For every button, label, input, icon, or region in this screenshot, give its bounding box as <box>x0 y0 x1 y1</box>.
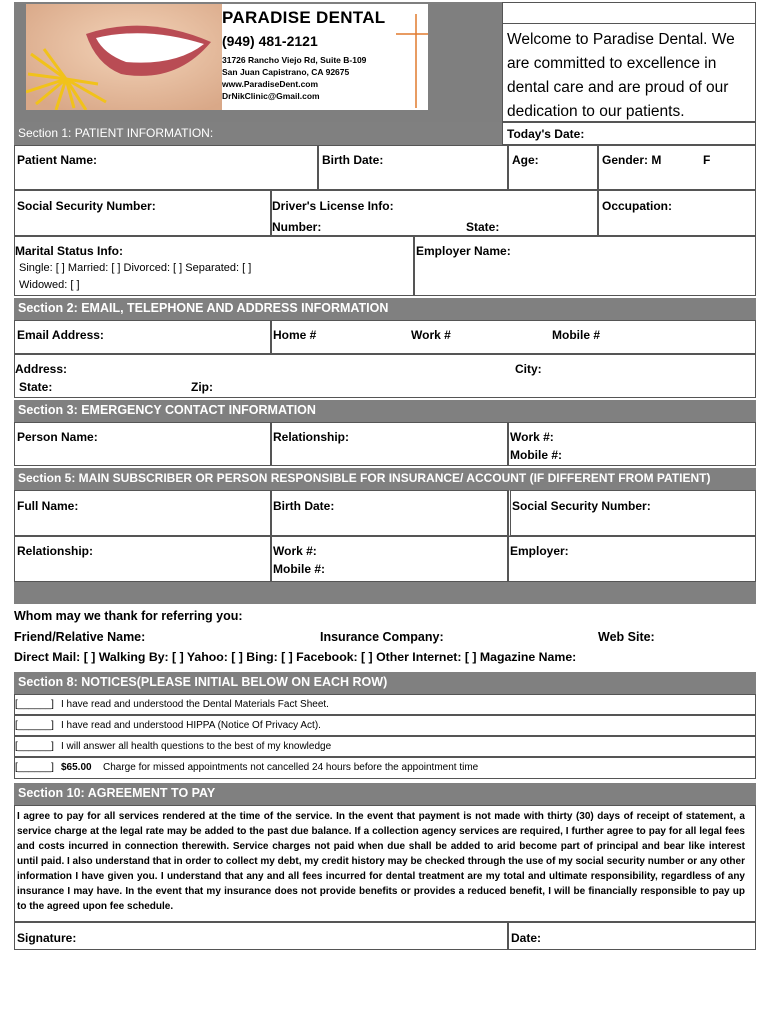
widowed-option: Widowed: [ ] <box>19 279 80 291</box>
practice-address-line2: San Juan Capistrano, CA 92675 <box>222 67 350 77</box>
subscriber-mobile-label: Mobile #: <box>273 562 326 576</box>
gender-label: Gender: M <box>602 153 662 167</box>
employer-name-label: Employer Name: <box>416 244 511 258</box>
marital-status-field[interactable] <box>14 236 414 296</box>
notice-text: I have read and understood the Dental Materials Fact Sheet. <box>61 699 329 710</box>
referral-options[interactable]: Direct Mail: [ ] Walking By: [ ] Yahoo: [ ] Bing: [ ] Facebook: [ ] Other Internet: [ ] Magazine Name: <box>14 650 577 664</box>
birth-date-field[interactable] <box>318 145 508 190</box>
full-name-label: Full Name: <box>17 499 79 513</box>
subscriber-employer-field[interactable] <box>508 536 756 582</box>
city-label: City: <box>515 362 542 376</box>
subscriber-relationship-label: Relationship: <box>17 544 94 558</box>
marital-options: Single: [ ] Married: [ ] Divorced: [ ] Separated: [ ] <box>19 262 252 274</box>
gender-field[interactable] <box>598 145 756 190</box>
todays-date-field[interactable] <box>502 122 756 145</box>
address-label: Address: <box>15 362 68 376</box>
emergency-work-label: Work #: <box>510 430 554 444</box>
practice-phone: (949) 481-2121 <box>222 33 318 49</box>
emergency-person-field[interactable] <box>14 422 271 466</box>
initial-blank[interactable]: [______] <box>15 741 54 752</box>
initial-blank[interactable]: [______] <box>15 699 54 710</box>
notice-text: I will answer all health questions to the best of my knowledge <box>61 741 332 752</box>
ssn-label: Social Security Number: <box>17 199 156 213</box>
practice-name: PARADISE DENTAL <box>222 8 386 27</box>
age-label: Age: <box>512 153 539 167</box>
subscriber-name-field[interactable] <box>14 490 271 536</box>
notice-row[interactable] <box>14 694 756 715</box>
section8-header: Section 8: NOTICES(PLEASE INITIAL BELOW ON EACH ROW) <box>14 672 756 694</box>
todays-date-label: Today's Date: <box>507 127 585 141</box>
header-blank-cell <box>502 2 756 24</box>
patient-name-label: Patient Name: <box>17 153 98 167</box>
subscriber-phone-field[interactable] <box>271 536 508 582</box>
welcome-cell <box>502 24 756 122</box>
section10-header: Section 10: AGREEMENT TO PAY <box>14 783 756 805</box>
gender-f-label: F <box>703 153 711 167</box>
ssn-field[interactable] <box>14 190 271 236</box>
signature-date-label: Date: <box>511 931 542 945</box>
subscriber-employer-label: Employer: <box>510 544 569 558</box>
emergency-relationship-field[interactable] <box>271 422 508 466</box>
initial-blank[interactable]: [______] <box>15 762 54 773</box>
signature-field[interactable] <box>14 922 508 950</box>
drivers-license-field[interactable] <box>271 190 598 236</box>
address-field[interactable] <box>14 354 756 398</box>
home-phone-label: Home # <box>273 328 317 342</box>
birth-date-label: Birth Date: <box>322 153 384 167</box>
agreement-text: I agree to pay for all services rendered at the time of the service. In the event that payment is not made with thirty (30) days of receipt of statement, a service charge at the legal rate may be added to the past due balance. If a collection agency services are required, I further agree to pay for all legal fees and costs incurred in connection therewith. Service charges not paid when due shall be added to arid become part of principal and bear like interest until paid. I also understand that in order to collect my debt, my credit history may be checked through the use of my social security number or any other information I have given you. I understand that any and all fees incurred for dental treatment are my total and ultimate responsibility, regardless of any insurance I may have. In the event that my insurance does not provide benefits or provides a reduced benefit, I will be financially responsible to pay up to the agreed upon fee schedule. <box>17 811 745 912</box>
notice-text: Charge for missed appointments not cancelled 24 hours before the appointment time <box>103 762 479 773</box>
missed-appointment-fee: $65.00 <box>61 762 92 773</box>
signature-date-field[interactable] <box>508 922 756 950</box>
agreement-box <box>14 805 756 922</box>
referral-question: Whom may we thank for referring you: <box>14 609 243 623</box>
notice-text: I have read and understood HIPPA (Notice Of Privacy Act). <box>61 720 321 731</box>
section3-header: Section 3: EMERGENCY CONTACT INFORMATION <box>14 400 756 422</box>
marital-status-label: Marital Status Info: <box>15 244 124 258</box>
practice-logo <box>26 4 428 110</box>
dl-number-label: Number: <box>272 220 322 234</box>
email-label: Email Address: <box>17 328 104 342</box>
person-name-label: Person Name: <box>17 430 98 444</box>
subscriber-relationship-field[interactable] <box>14 536 271 582</box>
subscriber-work-label: Work #: <box>273 544 317 558</box>
mobile-phone-label: Mobile # <box>552 328 601 342</box>
email-field[interactable] <box>14 320 271 354</box>
section1-header: Section 1: PATIENT INFORMATION: <box>14 122 502 145</box>
zip-label: Zip: <box>191 380 213 394</box>
emergency-phone-field[interactable] <box>508 422 756 466</box>
notice-row[interactable] <box>14 757 756 779</box>
work-phone-label: Work # <box>411 328 451 342</box>
referral-website-label: Web Site: <box>598 630 655 644</box>
initial-blank[interactable]: [______] <box>15 720 54 731</box>
blank-section-bar <box>14 582 756 604</box>
phone-numbers-field[interactable] <box>271 320 756 354</box>
practice-website: www.ParadiseDent.com <box>222 79 319 89</box>
welcome-message: Welcome to Paradise Dental. We are committed to excellence in dental care and are proud of our dedication to our patients. <box>507 31 735 120</box>
patient-name-field[interactable] <box>14 145 318 190</box>
relationship-label: Relationship: <box>273 430 350 444</box>
subscriber-birth-date-field[interactable] <box>271 490 508 536</box>
age-field[interactable] <box>508 145 598 190</box>
occupation-field[interactable] <box>598 190 756 236</box>
referral-friend-label: Friend/Relative Name: <box>14 630 146 644</box>
referral-insurance-label: Insurance Company: <box>320 630 444 644</box>
emergency-mobile-label: Mobile #: <box>510 448 563 462</box>
practice-email: DrNikClinic@Gmail.com <box>222 91 320 101</box>
notice-row[interactable] <box>14 736 756 757</box>
cross-icon <box>396 8 428 108</box>
section5-header: Section 5: MAIN SUBSCRIBER OR PERSON RESPONSIBLE FOR INSURANCE/ ACCOUNT (IF DIFFERENT FROM PATIENT) <box>14 468 756 490</box>
smile-photo-image <box>26 4 222 110</box>
subscriber-ssn-field[interactable] <box>508 490 756 536</box>
practice-address-line1: 31726 Rancho Viejo Rd, Suite B-109 <box>222 55 367 65</box>
drivers-license-label: Driver's License Info: <box>272 199 394 213</box>
state-label: State: <box>19 380 53 394</box>
patient-registration-form <box>14 2 756 950</box>
notice-row[interactable] <box>14 715 756 736</box>
signature-label: Signature: <box>17 931 77 945</box>
occupation-label: Occupation: <box>602 199 673 213</box>
subscriber-birth-date-label: Birth Date: <box>273 499 335 513</box>
section2-header: Section 2: EMAIL, TELEPHONE AND ADDRESS INFORMATION <box>14 298 756 320</box>
subscriber-ssn-label: Social Security Number: <box>512 499 651 513</box>
dl-state-label: State: <box>466 220 500 234</box>
employer-name-field[interactable] <box>414 236 756 296</box>
